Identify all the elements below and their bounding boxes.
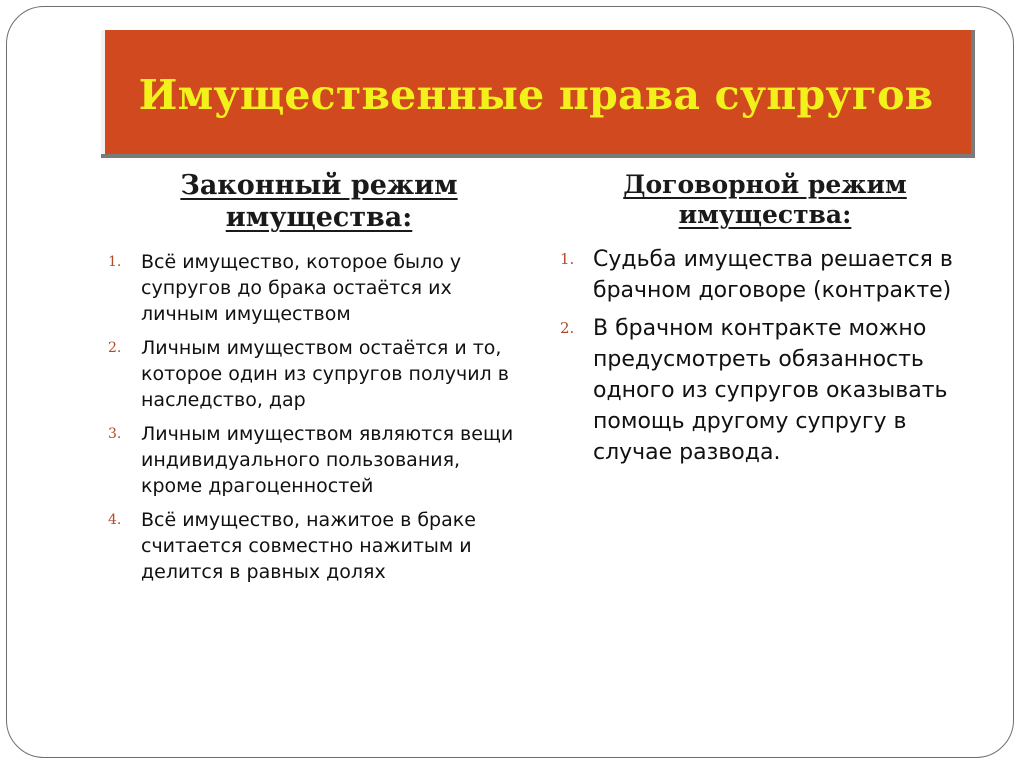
list-item-text: Личным имуществом остаётся и то, которое один из супругов получил в наследство, дар [141,336,509,411]
list-item-text: Судьба имущества решается в брачном договоре (контракте) [593,247,953,303]
legal-regime-heading [120,170,518,235]
legal-regime-heading-line1: Законный режим [180,170,458,201]
list-item [108,507,518,585]
legal-regime-list [108,249,518,585]
list-item [108,335,518,413]
list-item [560,244,970,306]
slide-title: Имущественные права супругов [138,71,934,119]
banner-edge [101,30,105,154]
list-item-number: 2. [560,319,575,337]
list-item-text: Личным имуществом являются вещи индивидуального пользования, кроме драгоценностей [141,422,514,497]
legal-regime-column [108,170,518,593]
contract-regime-heading-line2: имущества: [678,200,852,229]
list-item-number: 1. [108,253,122,270]
title-banner [101,30,975,158]
list-item [560,313,970,468]
list-item-number: 1. [560,250,575,268]
contract-regime-list [560,244,970,468]
contract-regime-column [560,170,970,475]
list-item-number: 2. [108,339,122,356]
list-item-text: В брачном контракте можно предусмотреть обязанность одного из супругов оказывать помощь другому супругу в случае развода. [593,316,948,465]
contract-regime-heading-line1: Договорной режим [623,170,907,199]
list-item-text: Всё имущество, нажитое в браке считается совместно нажитым и делится в равных долях [141,508,476,583]
list-item-number: 3. [108,425,122,442]
list-item-text: Всё имущество, которое было у супругов до брака остаётся их личным имуществом [141,250,462,325]
contract-regime-heading [560,170,970,230]
list-item [108,249,518,327]
legal-regime-heading-line2: имущества: [225,202,413,234]
list-item-number: 4. [108,511,122,528]
list-item [108,421,518,499]
